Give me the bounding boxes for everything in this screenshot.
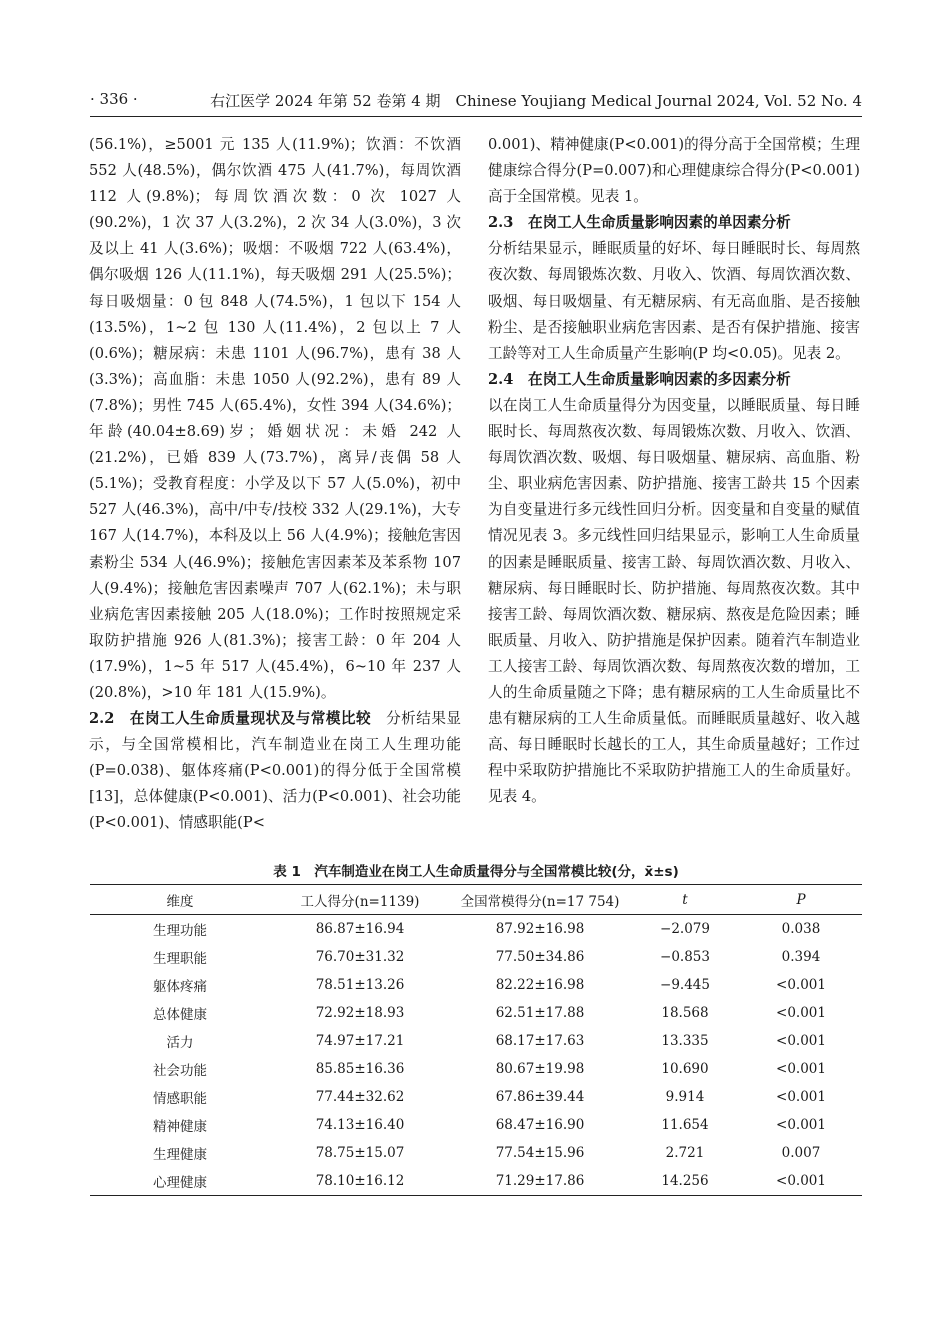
cell-worker-score: 78.10±16.12	[270, 1167, 450, 1196]
cell-p: <0.001	[776, 1089, 826, 1105]
continuation-paragraph: 0.001)、精神健康(P<0.001)的得分高于全国常模；生理健康综合得分(P=0.007)和心理健康综合得分(P<0.001)高于全国常模。见表 1。	[488, 136, 860, 206]
cell-p: <0.001	[740, 1167, 862, 1196]
right-column	[488, 132, 860, 810]
cell-worker-score: 74.97±17.21	[315, 1033, 405, 1049]
cell-p: <0.001	[776, 1033, 826, 1049]
table-row	[90, 915, 862, 944]
cell-norm-score: 67.86±39.44	[495, 1089, 585, 1105]
cell-p: <0.001	[776, 1117, 826, 1133]
journal-title: 右江医学 2024 年第 52 卷第 4 期 Chinese Youjiang Medical Journal 2024, Vol. 52 No. 4	[210, 92, 862, 110]
cell-worker-score: 72.92±18.93	[315, 1005, 405, 1021]
cell-dimension: 心理健康	[90, 1167, 270, 1196]
table-row	[90, 971, 862, 999]
cell-t: 10.690	[661, 1061, 709, 1077]
cell-norm-score: 82.22±16.98	[495, 977, 585, 993]
table-row	[90, 943, 862, 971]
cell-t: 14.256	[630, 1167, 740, 1196]
cell-worker-score: 76.70±31.32	[315, 949, 405, 965]
cell-norm-score: 68.47±16.90	[495, 1117, 585, 1133]
cell-p: <0.001	[776, 1005, 826, 1021]
header-p: P	[740, 885, 862, 915]
cell-t: 18.568	[661, 1005, 709, 1021]
cell-p: <0.001	[776, 1061, 826, 1077]
cell-t: 13.335	[661, 1033, 709, 1049]
cell-t: −0.853	[660, 949, 710, 965]
cell-p: 0.394	[781, 949, 821, 965]
cell-worker-score: 78.75±15.07	[315, 1145, 405, 1161]
section-2-2-heading: 2.2 在岗工人生命质量现状及与常模比较	[89, 710, 372, 728]
table-row	[90, 1027, 862, 1055]
page-number: · 336 ·	[90, 90, 138, 108]
table-header-row	[90, 885, 862, 915]
cell-norm-score: 87.92±16.98	[495, 921, 585, 937]
cell-dimension: 情感职能	[153, 1091, 207, 1107]
table-row	[90, 1167, 862, 1196]
cell-t: −9.445	[660, 977, 710, 993]
cell-dimension: 总体健康	[153, 1007, 207, 1023]
section-2-4-heading: 2.4 在岗工人生命质量影响因素的多因素分析	[488, 370, 791, 388]
cell-norm-score: 68.17±17.63	[495, 1033, 585, 1049]
cell-dimension: 社会功能	[153, 1063, 207, 1079]
table-1-title: 表 1 汽车制造业在岗工人生命质量得分与全国常模比较(分，x̄±s)	[273, 864, 679, 880]
table-row	[90, 1139, 862, 1167]
cell-worker-score: 78.51±13.26	[315, 977, 405, 993]
table-row	[90, 1055, 862, 1083]
section-2-4-body: 以在岗工人生命质量得分为因变量，以睡眠质量、每日睡眠时长、每周熬夜次数、每周锻炼次数、月收入、饮酒、每周饮酒次数、吸烟、每日吸烟量、糖尿病、高血脂、粉尘、职业病危害因素、防护措施、接害工龄共 15 个因素为自变量进行多元线性回归分析。因变量和自变量的赋值情况见表 3。多元线性回归结果显示，影响工人生命质量的因素是睡眠质量、接害工龄、每周饮酒次数、月收入、糖尿病、每日睡眠时长、防护措施、每周熬夜次数。其中接害工龄、每周饮酒次数、糖尿病、熬夜是危险因素；睡眠质量、月收入、防护措施是保护因素。随着汽车制造业工人接害工龄、每周饮酒次数、每周熬夜次数的增加，工人的生命质量随之下降；患有糖尿病的工人生命质量比不患有糖尿病的工人生命质量低。而睡眠质量越好、收入越高、每日睡眠时长越长的工人，其生命质量越好；工作过程中采取防护措施比不采取防护措施工人的生命质量好。见表 4。	[488, 396, 860, 806]
cell-dimension: 生理职能	[153, 951, 207, 967]
cell-t: 9.914	[665, 1089, 705, 1105]
cell-t: 2.721	[665, 1145, 705, 1161]
table-row	[90, 1083, 862, 1111]
section-2-2-body: 分析结果显示，与全国常模相比，汽车制造业在岗工人生理功能(P=0.038)、躯体疼痛(P<0.001)的得分低于全国常模[13]，总体健康(P<0.001)、活力(P<0.001)、社会功能(P<0.001)、情感职能(P<	[89, 710, 461, 832]
cell-dimension: 生理健康	[153, 1147, 207, 1163]
section-2-2	[89, 706, 461, 836]
table-1	[90, 884, 862, 1196]
cell-dimension: 躯体疼痛	[153, 979, 207, 995]
cell-worker-score: 85.85±16.36	[315, 1061, 405, 1077]
table-row	[90, 999, 862, 1027]
cell-p: <0.001	[776, 977, 826, 993]
cell-t: 11.654	[661, 1117, 709, 1133]
section-2-3-heading: 2.3 在岗工人生命质量影响因素的单因素分析	[488, 214, 791, 232]
cell-norm-score: 80.67±19.98	[495, 1061, 585, 1077]
cell-p: 0.007	[781, 1145, 821, 1161]
cell-dimension: 精神健康	[153, 1119, 207, 1135]
table-row	[90, 1111, 862, 1139]
header-worker-score: 工人得分(n=1139)	[270, 885, 450, 915]
running-header	[90, 86, 862, 117]
cell-dimension: 活力	[166, 1035, 194, 1051]
cell-norm-score: 77.50±34.86	[495, 949, 585, 965]
header-t: t	[630, 885, 740, 915]
cell-p: 0.038	[781, 921, 821, 937]
header-norm-score: 全国常模得分(n=17 754)	[450, 885, 630, 915]
cell-norm-score: 77.54±15.96	[495, 1145, 585, 1161]
cell-worker-score: 86.87±16.94	[315, 921, 405, 937]
cell-t: −2.079	[660, 921, 710, 937]
cell-norm-score: 62.51±17.88	[495, 1005, 585, 1021]
left-column	[89, 132, 461, 837]
cell-dimension: 生理功能	[153, 923, 207, 939]
cell-worker-score: 74.13±16.40	[315, 1117, 405, 1133]
cell-norm-score: 71.29±17.86	[450, 1167, 630, 1196]
demographics-paragraph: (56.1%)，≥5001 元 135 人(11.9%)；饮酒：不饮酒 552 人(48.5%)，偶尔饮酒 475 人(41.7%)，每周饮酒 112 人(9.8%)；每周饮酒次数：0 次 1027 人(90.2%)，1 次 37 人(3.2%)，2 次 34 人(3.0%)，3 次及以上 41 人(3.6%)；吸烟：不吸烟 722 人(63.4%)，偶尔吸烟 126 人(11.1%)，每天吸烟 291 人(25.5%)；每日吸烟量：0 包 848 人(74.5%)，1 包以下 154 人(13.5%)，1~2 包 130 人(11.4%)，2 包以上 7 人(0.6%)；糖尿病：未患 1101 人(96.7%)，患有 38 人(3.3%)；高血脂：未患 1050 人(92.2%)，患有 89 人(7.8%)；男性 745 人(65.4%)，女性 394 人(34.6%)；年龄(40.04±8.69)岁；婚姻状况：未婚 242 人(21.2%)，已婚 839 人(73.7%)，离异/丧偶 58 人(5.1%)；受教育程度：小学及以下 57 人(5.0%)，初中 527 人(46.3%)，高中/中专/技校 332 人(29.1%)，大专 167 人(14.7%)，本科及以上 56 人(4.9%)；接触危害因素粉尘 534 人(46.9%)；接触危害因素苯及苯系物 107 人(9.4%)；接触危害因素噪声 707 人(62.1%)；未与职业病危害因素接触 205 人(18.0%)；工作时按照规定采取防护措施 926 人(81.3%)；接害工龄：0 年 204 人(17.9%)，1~5 年 517 人(45.4%)，6~10 年 237 人(20.8%)，>10 年 181 人(15.9%)。	[89, 136, 461, 701]
section-2-3-body: 分析结果显示，睡眠质量的好坏、每日睡眠时长、每周熬夜次数、每周锻炼次数、月收入、饮酒、每周饮酒次数、吸烟、每日吸烟量、有无糖尿病、有无高血脂、是否接触粉尘、是否接触职业病危害因素、是否有保护措施、接害工龄等对工人生命质量产生影响(P 均<0.05)。见表 2。	[488, 240, 860, 362]
cell-worker-score: 77.44±32.62	[315, 1089, 405, 1105]
header-dimension: 维度	[90, 885, 270, 915]
